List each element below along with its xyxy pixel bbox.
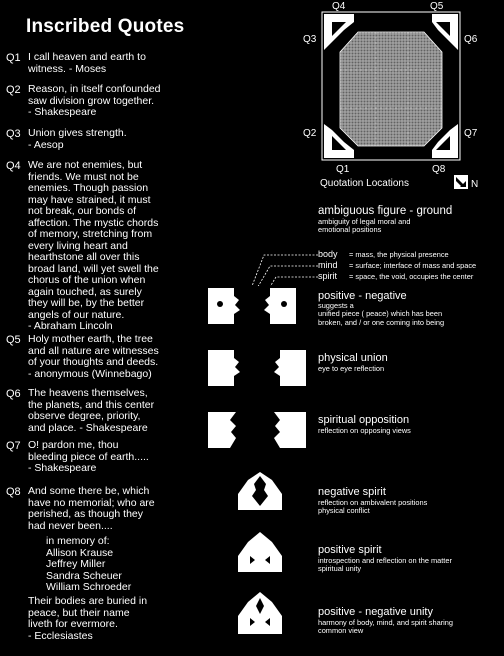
section-heading-spiritual-opposition: spiritual opposition — [318, 414, 410, 426]
quote-text-q4: We are not enemies, but friends. We must not be enemies. Though passion may have strained, it must not break, our bonds of affection. The mystic chords of memory, stretching from every living heart and hearthstone all over this broad land, will yet swell the chorus of the union when again touched, as surely they will be, by the better angels of our nature. - Abraham Lincoln — [28, 159, 159, 332]
section-sub-physical-union: eye to eye reflection — [318, 364, 385, 373]
wall-ne — [432, 14, 458, 50]
north-arrow-icon — [454, 175, 468, 189]
diagram-label-q1: Q1 — [336, 164, 350, 175]
section-heading-positive-negative: positive - negative — [318, 290, 407, 302]
figure-spiritual-opposition — [204, 410, 314, 452]
closing-quote: Their bodies are buried in peace, but their name liveth for evermore. - Ecclesiastes — [28, 595, 148, 642]
section-heading-physical-union: physical union — [318, 352, 388, 364]
section-sub-negative-spirit: reflection on ambivalent positions physical conflict — [318, 498, 428, 516]
quote-text-q8: And some there be, which have no memorial; who are perished, as though they had never been.... — [28, 485, 155, 532]
ambiguous-sub: ambiguity of legal moral and emotional positions — [318, 217, 411, 235]
diagram-caption: Quotation Locations — [320, 178, 409, 189]
quote-label-q3: Q3 — [6, 128, 21, 140]
section-heading-negative-spirit: negative spirit — [318, 486, 386, 498]
section-sub-positive-negative-unity: harmony of body, mind, and spirit sharing common view — [318, 618, 454, 636]
figure-positive-negative-unity — [228, 590, 292, 640]
legend-body-desc: = mass, the physical presence — [349, 250, 449, 259]
legend-mind-term: mind — [318, 260, 338, 270]
legend-body-term: body — [318, 249, 338, 259]
quote-label-q5: Q5 — [6, 334, 21, 346]
figure-physical-union — [204, 348, 314, 390]
quote-text-q7: O! pardon me, thou bleeding piece of earth..... - Shakespeare — [28, 439, 149, 474]
quote-text-q6: The heavens themselves, the planets, and this center observe degree, priority, and place. - Shakespeare — [28, 387, 155, 434]
quote-label-q2: Q2 — [6, 84, 21, 96]
quote-text-q1: I call heaven and earth to witness. - Moses — [28, 51, 146, 75]
section-heading-positive-spirit: positive spirit — [318, 544, 382, 556]
memorial-names: in memory of: Allison Krause Jeffrey Miller Sandra Scheuer William Schroeder — [46, 535, 132, 593]
figure-positive-spirit — [228, 530, 292, 576]
figure-positive-negative — [204, 286, 314, 328]
quote-label-q8: Q8 — [6, 486, 21, 498]
north-label: N — [471, 179, 479, 190]
section-sub-positive-spirit: introspection and reflection on the matter spiritual unity — [318, 556, 452, 574]
diagram-label-q5: Q5 — [430, 1, 444, 12]
figure-negative-spirit — [228, 470, 292, 516]
diagram-label-q6: Q6 — [464, 34, 478, 45]
diagram-label-q8: Q8 — [432, 164, 446, 175]
section-sub-positive-negative: suggests a unified piece ( peace) which has been broken, and / or one coming into being — [318, 301, 445, 327]
quote-label-q4: Q4 — [6, 160, 21, 172]
diagram-label-q2: Q2 — [303, 128, 317, 139]
diagram-label-q3: Q3 — [303, 34, 317, 45]
legend-spirit-desc: = space, the void, occupies the center — [349, 272, 474, 281]
section-heading-positive-negative-unity: positive - negative unity — [318, 606, 433, 618]
quote-label-q7: Q7 — [6, 440, 21, 452]
ambiguous-heading: ambiguous figure - ground — [318, 205, 453, 217]
quote-label-q1: Q1 — [6, 52, 21, 64]
section-sub-spiritual-opposition: reflection on opposing views — [318, 426, 411, 435]
legend-mind-desc: = surface; interface of mass and space — [349, 261, 477, 270]
quote-text-q3: Union gives strength. - Aesop — [28, 127, 127, 151]
page-title: Inscribed Quotes — [26, 16, 185, 37]
quote-label-q6: Q6 — [6, 388, 21, 400]
diagram-label-q7: Q7 — [464, 128, 478, 139]
central-plaza — [340, 32, 442, 146]
eye-icon — [217, 301, 223, 307]
legend-spirit-term: spirit — [318, 271, 338, 281]
eye-icon — [281, 301, 287, 307]
quote-text-q5: Holy mother earth, the tree and all nature are witnesses of your thoughts and deeds. - anonymous (Winnebago) — [28, 333, 159, 380]
quote-text-q2: Reason, in itself confounded saw division grow together. - Shakespeare — [28, 83, 161, 118]
quotation-location-diagram — [296, 0, 504, 196]
diagram-label-q4: Q4 — [332, 1, 346, 12]
